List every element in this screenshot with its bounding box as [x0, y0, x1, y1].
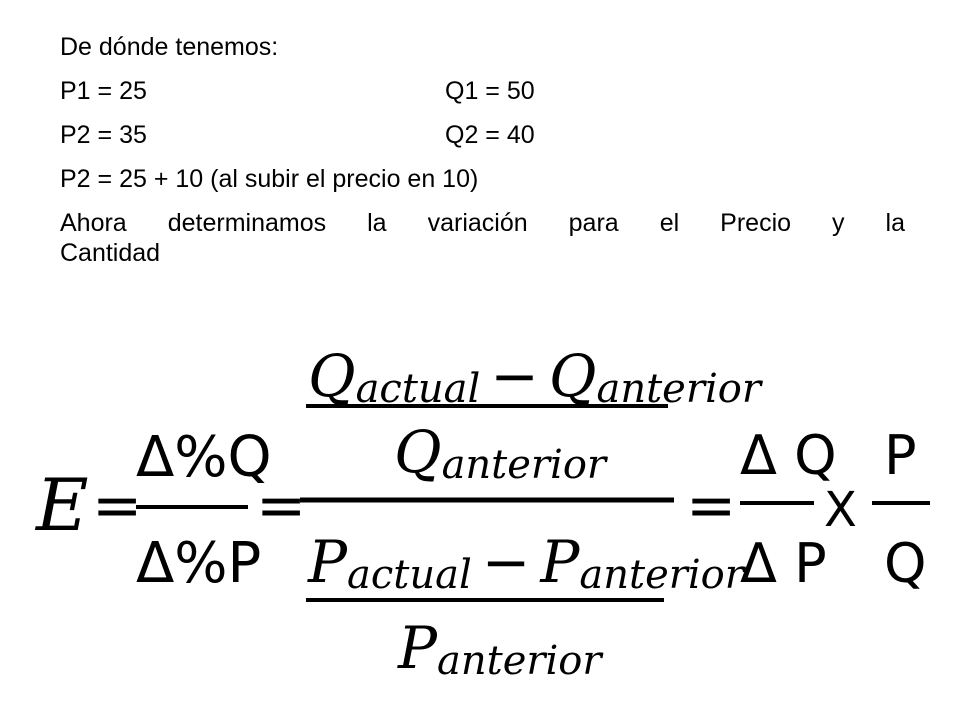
formula-eq-1: =: [92, 471, 143, 541]
minus-top: −: [490, 342, 539, 410]
q2-value: Q2 = 40: [445, 121, 535, 149]
p-over: P: [884, 424, 917, 487]
formula-E: E: [36, 463, 89, 547]
formula-eq-2: =: [256, 471, 307, 541]
p-symbol-2: P: [540, 528, 580, 596]
sub-actual: actual: [355, 366, 481, 412]
sub-actual-2: actual: [347, 552, 472, 598]
sub-anterior-3: anterior: [579, 552, 744, 598]
elasticity-formula: [0, 300, 960, 720]
q-actual-numerator: [308, 342, 764, 412]
derivation-line: P2 = 25 + 10 (al subir el precio en 10): [60, 165, 479, 193]
text-block: [60, 32, 905, 282]
p-actual-numerator: [307, 528, 747, 598]
q-symbol-2: Q: [548, 342, 597, 410]
pct-q: Δ%Q: [136, 425, 272, 490]
delta-p: Δ P: [740, 532, 827, 595]
sub-anterior-4: anterior: [437, 638, 602, 684]
delta-q: Δ Q: [740, 424, 837, 487]
sub-anterior: anterior: [596, 366, 761, 412]
intro-line-2: Cantidad: [60, 239, 161, 267]
formula-eq-3: =: [686, 471, 737, 541]
pct-p: Δ%P: [136, 531, 262, 596]
q-anterior-denominator: [394, 418, 609, 488]
header-line: De dónde tenemos:: [60, 33, 279, 61]
p-symbol-3: P: [398, 614, 438, 682]
times-symbol: X: [824, 482, 857, 538]
p1-value: P1 = 25: [60, 77, 147, 105]
minus-bottom: −: [481, 528, 531, 596]
sub-anterior-2: anterior: [441, 442, 607, 488]
p-symbol: P: [308, 528, 348, 596]
intro-line-1: Ahora determinamos la variación para el Precio y la: [60, 209, 905, 237]
q-symbol: Q: [308, 342, 356, 410]
values-row-2: [60, 120, 905, 150]
intro-paragraph: [60, 208, 905, 268]
q-symbol-3: Q: [394, 418, 442, 486]
values-row-1: [60, 76, 905, 106]
q1-value: Q1 = 50: [445, 77, 535, 105]
p2-value: P2 = 35: [60, 121, 147, 149]
q-under: Q: [884, 532, 927, 595]
p-anterior-denominator: [397, 614, 604, 684]
